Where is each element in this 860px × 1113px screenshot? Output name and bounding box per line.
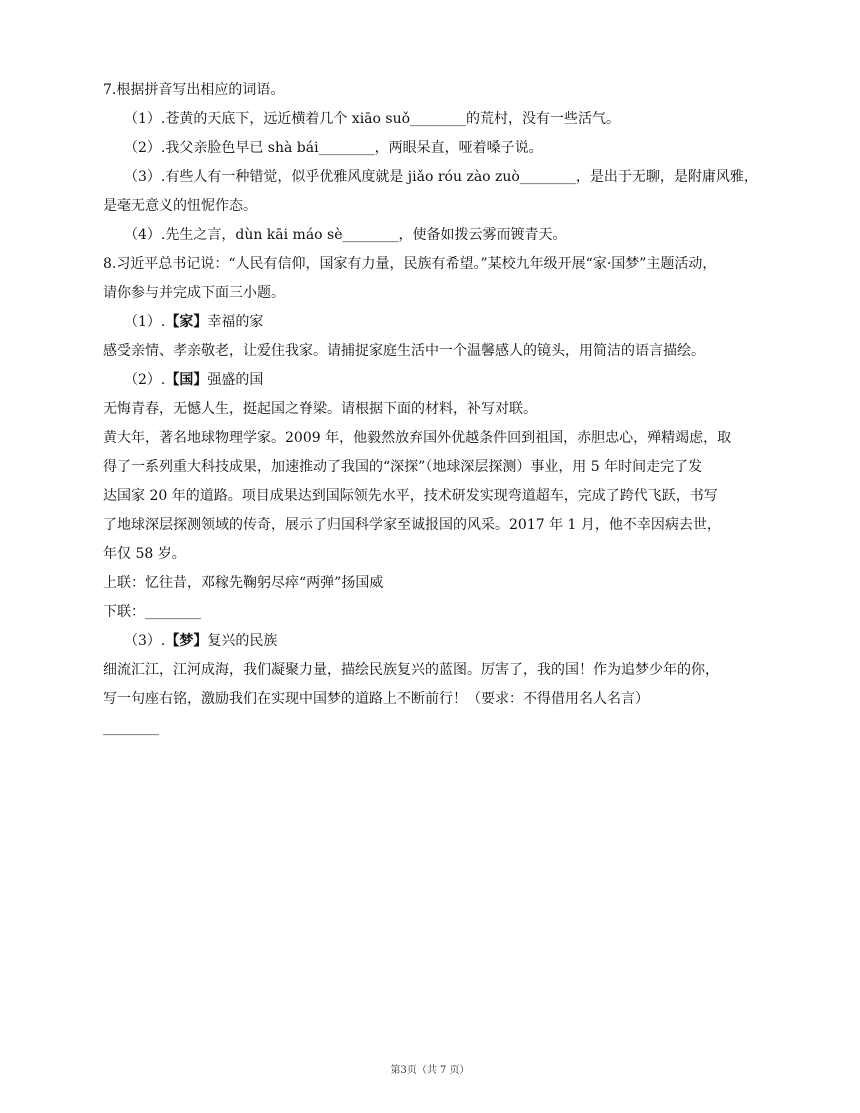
q8-sub3-heading (124, 631, 277, 651)
q8-material-line-3: 达国家 20 年的道路。项目成果达到国际领先水平，技术研发实现弯道超车，完成了跨代飞跃，书写 (103, 488, 718, 504)
q8-sub2-name: 强盛的国 (207, 372, 264, 388)
q8-sub1-num: （1）. (124, 314, 166, 330)
q8-material-line-2: 得了一系列重大科技成果，加速推动了我国的“深探”（地球深层探测）事业，用 5 年时间走完了发 (103, 459, 703, 475)
q8-material-line-5: 年仅 58 岁。 (103, 546, 186, 562)
couplet-upper: 上联：忆往昔，邓稼先鞠躬尽瘁“两弹”扬国威 (103, 575, 384, 591)
q8-material-line-1: 黄大年，著名地球物理学家。2009 年，他毅然放弃国外优越条件回到祖国，赤胆忠心，殚精竭虑，取 (103, 430, 732, 446)
q8-sub3-name: 复兴的民族 (207, 633, 278, 649)
q8-sub1-heading (124, 312, 263, 332)
q8-sub2-prompt: 无悔青春，无憾人生，挺起国之脊梁。请根据下面的材料，补写对联。 (103, 401, 537, 417)
q8-sub2-heading (124, 370, 263, 390)
q8-sub1-name: 幸福的家 (207, 314, 264, 330)
page-footer: 第3页（共 7 页） (390, 1065, 470, 1076)
q8-sub2-num: （2）. (124, 372, 166, 388)
q7-item-1: （1）.苍黄的天底下，远近横着几个 xiāo suǒ________的荒村，没有一些活气。 (124, 111, 621, 127)
couplet-lower: 下联：________ (103, 604, 201, 620)
q8-sub1-prompt: 感受亲情、孝亲敬老，让爱住我家。请捕捉家庭生活中一个温馨感人的镜头，用简洁的语言描绘。 (103, 343, 705, 359)
q8-title-line2: 请你参与并完成下面三小题。 (103, 285, 285, 301)
q8-sub3-num: （3）. (124, 633, 166, 649)
q8-sub3-prompt-line2: 写一句座右铭，激励我们在实现中国梦的道路上不断前行！（要求：不得借用名人名言） (103, 691, 649, 707)
q8-sub3-answer-blank: ________ (103, 720, 159, 736)
q7-title: 7.根据拼音写出相应的词语。 (103, 82, 285, 98)
q7-item-3: （3）.有些人有一种错觉，似乎优雅风度就是 jiǎo róu zào zuò________，是出于无聊，是附庸风雅， (124, 169, 758, 185)
q8-sub3-prompt-line1: 细流汇江，江河成海，我们凝聚力量，描绘民族复兴的蓝图。厉害了，我的国！作为追梦少年的你， (103, 662, 719, 678)
q8-material-line-4: 了地球深层探测领域的传奇，展示了归国科学家至诚报国的风采。2017 年 1 月，他不幸因病去世， (103, 517, 721, 533)
q7-item-2: （2）.我父亲脸色早已 shà bái________，两眼呆直，哑着嗓子说。 (124, 140, 543, 156)
q7-item-3-cont: 是毫无意义的忸怩作态。 (103, 198, 257, 214)
q8-title-line1: 8.习近平总书记说：“人民有信仰，国家有力量，民族有希望。”某校九年级开展“家·国梦”主题活动， (103, 256, 717, 272)
q8-sub1-tag: 【家】 (165, 314, 208, 330)
q8-sub3-tag: 【梦】 (165, 633, 208, 649)
q8-sub2-tag: 【国】 (165, 372, 208, 388)
q7-item-4: （4）.先生之言，dùn kāi máo sè________，使备如拨云雾而镀青天。 (124, 227, 567, 243)
